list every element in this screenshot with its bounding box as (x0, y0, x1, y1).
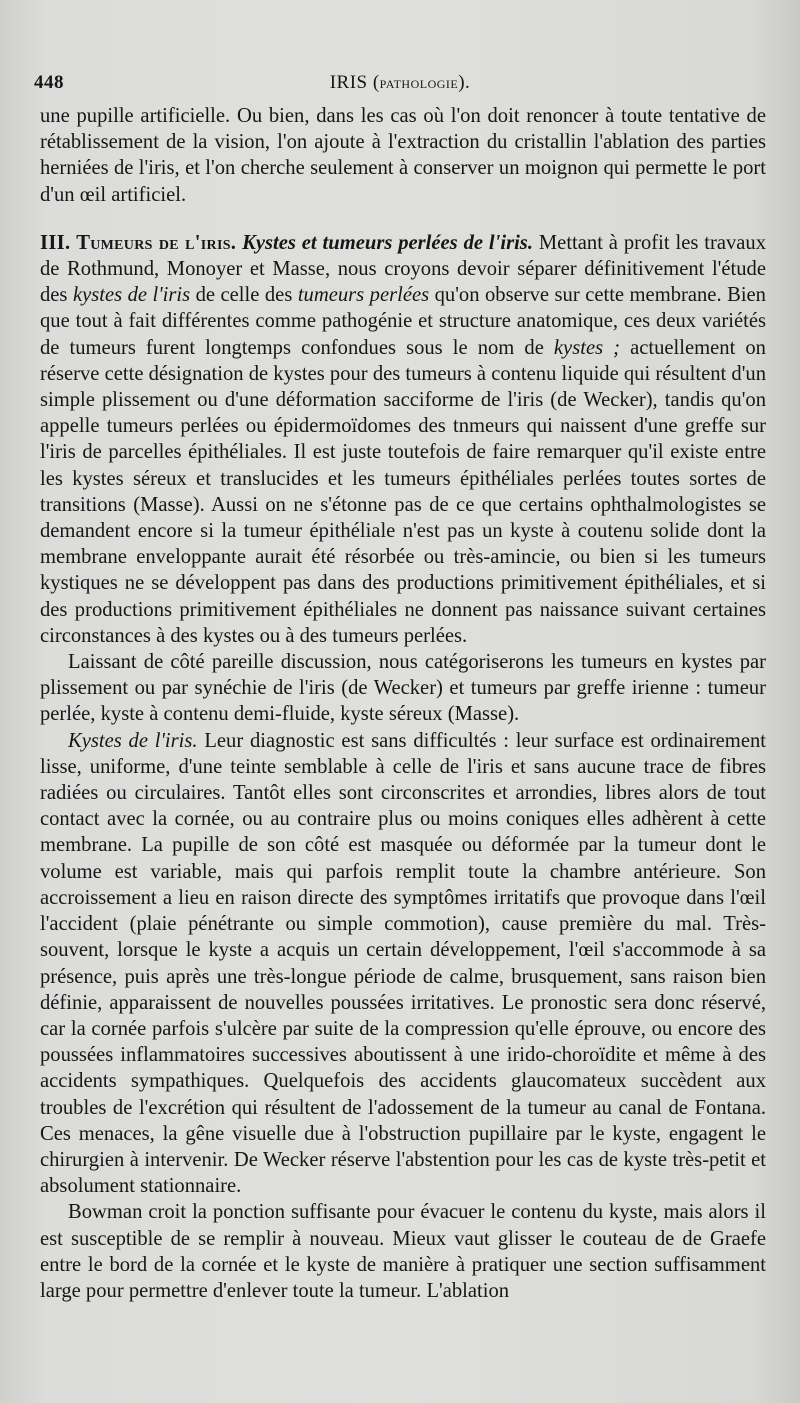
text-run: Leur diagnostic est sans difficultés : leur surface est ordinairement lisse, uniforme, d'une teinte semblable à celle de l'iris et sans aucune trace de fibres radiées ou circulaires. Tantôt elles sont circonscrites et arrondies, libres alors de tout contact avec la cornée, ou au contraire plus ou moins coniques elles adhèrent à cette membrane. La pupille de son côté est masquée ou déformée par la tumeur dont le volume est variable, mais qui parfois remplit toute la chambre antérieure. Son accroissement a lieu en raison directe des symptômes irritatifs que provoque dans l'œil l'accident (plaie pénétrante ou simple commotion), cause première du mal. Très-souvent, lorsque le kyste a acquis un certain développement, l'œil s'accommode à sa présence, puis après une très-longue période de calme, brusquement, sans raison bien définie, apparaissent de nouvelles poussées irritatives. Le pronostic sera donc réservé, car la cornée parfois s'ulcère par suite de la compression qu'elle éprouve, ou encore des poussées inflammatoires successives aboutissent à une irido-choroïdite et même à des accidents sympathiques. Quelquefois des accidents glaucomateux succèdent aux troubles de l'excrétion qui résultent de l'adossement de la tumeur au canal de Fontana. Ces menaces, la gêne visuelle due à l'obstruction pupillaire par le kyste, engagent le chirurgien à intervenir. De Wecker réserve l'abstention pour les cas de kyste très-petit et absolument stationnaire. (40, 729, 766, 1198)
text-run: qu'on observe sur cette membrane. Bien que tout à fait différentes comme pathogénie et structure anatomique, ces deux variétés de tumeurs furent longtemps confondues sous le nom de (40, 284, 766, 359)
paragraph-bowman: Bowman croit la ponction suffisante pour évacuer le contenu du kyste, mais alors il est susceptible de se remplir à nouveau. Mieux vaut glisser le couteau de de Graefe entre le bord de la cornée et le kyste de manière à pratiquer une section suffisamment large pour permettre d'enlever toute la tumeur. L'ablation (40, 1201, 766, 1302)
text-run: Mettant à profit les travaux de Rothmund, Monoyer et Masse, nous croyons devoir séparer définitivement l'étude des (40, 231, 766, 307)
emphasis-tumeurs: tumeurs perlées (297, 284, 430, 307)
section-label: III. Tumeurs de l'iris. (40, 231, 237, 254)
paragraph-kystes (40, 728, 766, 1200)
section-gap (40, 208, 766, 230)
running-head (34, 72, 766, 94)
running-head-end: ). (458, 72, 471, 93)
page-header (34, 72, 766, 98)
paragraph-classification: Laissant de côté pareille discussion, nous catégoriserons les tumeurs en kystes par plissement ou par synéchie de l'iris (de Wecker) et tumeurs par greffe irienne : tumeur perlée, kyste à contenu demi-fluide, kyste séreux (Masse). (40, 651, 766, 726)
body-text (40, 103, 766, 1304)
page-number: 448 (34, 72, 64, 93)
text-run: actuellement on réserve cette désignation de kystes pour des tumeurs à contenu liquide qui résultent d'un simple plissement ou d'une déformation sacciforme de l'iris (de Wecker), tandis qu'on appelle tumeurs perlées ou épidermoïdomes des tnmeurs qui naissent d'une greffe sur l'iris de parcelles épithéliales. Il est juste toutefois de faire remarquer qu'il existe entre les kystes séreux et translucides et les tumeurs épithéliales perlées toutes sortes de transitions (Masse). Aussi on ne s'étonne pas de ce que certains ophthalmologistes se demandent encore si la tumeur épithéliale n'est pas un kyste à coutenu solide dont la membrane enveloppante aurait été résorbée ou très-amincie, ou bien si les tumeurs kystiques ne se développent pas dans des productions primitivement épithéliales, et si des productions primitivement épithéliales ne donnent pas naissance suivant certaines circonstances à des kystes ou à des tumeurs perlées. (40, 336, 767, 647)
emphasis-kystes-2: kystes ; (553, 336, 621, 359)
paragraph-continued: une pupille artificielle. Ou bien, dans les cas où l'on doit renoncer à toute tentative de rétablissement de la vision, l'on ajoute à l'extraction du cristallin l'ablation des parties herniées de l'iris, et l'on cherche seulement à conserver un moignon qui permette le port d'un œil artificiel. (40, 105, 766, 206)
paragraph-section-iii (40, 230, 766, 649)
running-head-smallcaps: pathologie (379, 73, 459, 92)
text-run: de celle des (190, 284, 298, 307)
subsection-title: Kystes de l'iris. (68, 729, 198, 752)
emphasis-kystes: kystes de l'iris (72, 284, 191, 307)
section-title: Kystes et tumeurs perlées de l'iris. (242, 231, 533, 254)
running-head-main: IRIS ( (329, 72, 380, 93)
